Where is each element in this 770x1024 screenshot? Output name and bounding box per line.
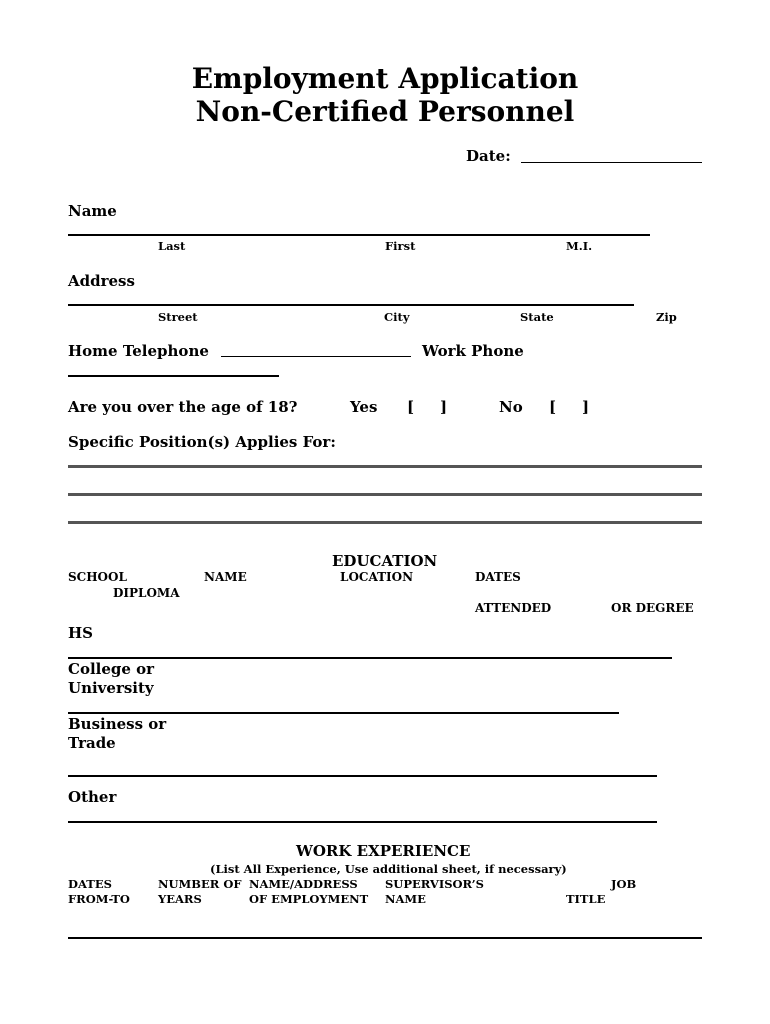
work-col-years-line2: YEARS [158,892,202,906]
work-col-years-line1: NUMBER OF [158,877,242,891]
name-label: Name [68,202,117,220]
work-entry-line[interactable] [68,937,702,939]
address-label: Address [68,272,135,290]
work-col-dates-line1: DATES [68,877,112,891]
work-phone-label: Work Phone [422,342,524,360]
position-line-2[interactable] [68,493,702,496]
position-line-3[interactable] [68,521,702,524]
address-zip-caption: Zip [656,310,677,324]
form-title-line1: Employment Application [191,62,579,95]
address-city-caption: City [384,310,410,324]
edu-hs-line[interactable] [68,657,672,659]
age-no-label: No [499,398,523,416]
position-label: Specific Position(s) Applies For: [68,433,336,451]
work-heading: WORK EXPERIENCE [296,842,471,860]
name-mi-caption: M.I. [566,239,593,253]
date-label: Date: [466,147,511,165]
home-telephone-field[interactable] [221,356,411,357]
position-line-1[interactable] [68,465,702,468]
edu-col-name: NAME [204,570,247,584]
edu-other-line[interactable] [68,821,657,823]
address-field[interactable] [68,304,634,306]
edu-row-business-line2: Trade [68,734,116,752]
form-title-line2: Non-Certified Personnel [195,95,575,128]
date-field[interactable] [521,162,702,163]
work-col-supervisor-line1: SUPERVISOR’S [385,877,484,891]
work-phone-field[interactable] [68,375,279,377]
edu-college-line[interactable] [68,712,619,714]
edu-row-college-line1: College or [68,660,155,678]
edu-col-dates: DATES [475,570,521,584]
edu-col-degree: OR DEGREE [611,601,694,615]
age-no-box-close[interactable]: ] [582,398,590,416]
age-yes-label: Yes [350,398,378,416]
work-col-supervisor-line2: NAME [385,892,426,906]
name-first-caption: First [385,239,416,253]
age-no-box-open[interactable]: [ [549,398,557,416]
edu-col-attended: ATTENDED [475,601,552,615]
work-col-employer-line2: OF EMPLOYMENT [249,892,369,906]
age-yes-box-close[interactable]: ] [440,398,448,416]
edu-row-business-line1: Business or [68,715,167,733]
address-street-caption: Street [158,310,198,324]
edu-row-hs: HS [68,624,94,642]
edu-row-other: Other [68,788,117,806]
work-col-job-line1: JOB [611,877,637,891]
work-col-employer-line1: NAME/ADDRESS [249,877,358,891]
edu-row-college-line2: University [68,679,154,697]
work-col-dates-line2: FROM-TO [68,892,130,906]
name-last-caption: Last [158,239,186,253]
name-field[interactable] [68,234,650,236]
edu-business-line[interactable] [68,775,657,777]
home-telephone-label: Home Telephone [68,342,209,360]
edu-col-school: SCHOOL [68,570,127,584]
age-question: Are you over the age of 18? [68,398,298,416]
work-note: (List All Experience, Use additional sheet, if necessary) [210,862,567,876]
age-yes-box-open[interactable]: [ [407,398,415,416]
education-heading: EDUCATION [332,552,438,570]
edu-col-diploma: DIPLOMA [113,586,180,600]
edu-col-location: LOCATION [340,570,414,584]
work-col-job-line2: TITLE [566,892,606,906]
address-state-caption: State [520,310,554,324]
